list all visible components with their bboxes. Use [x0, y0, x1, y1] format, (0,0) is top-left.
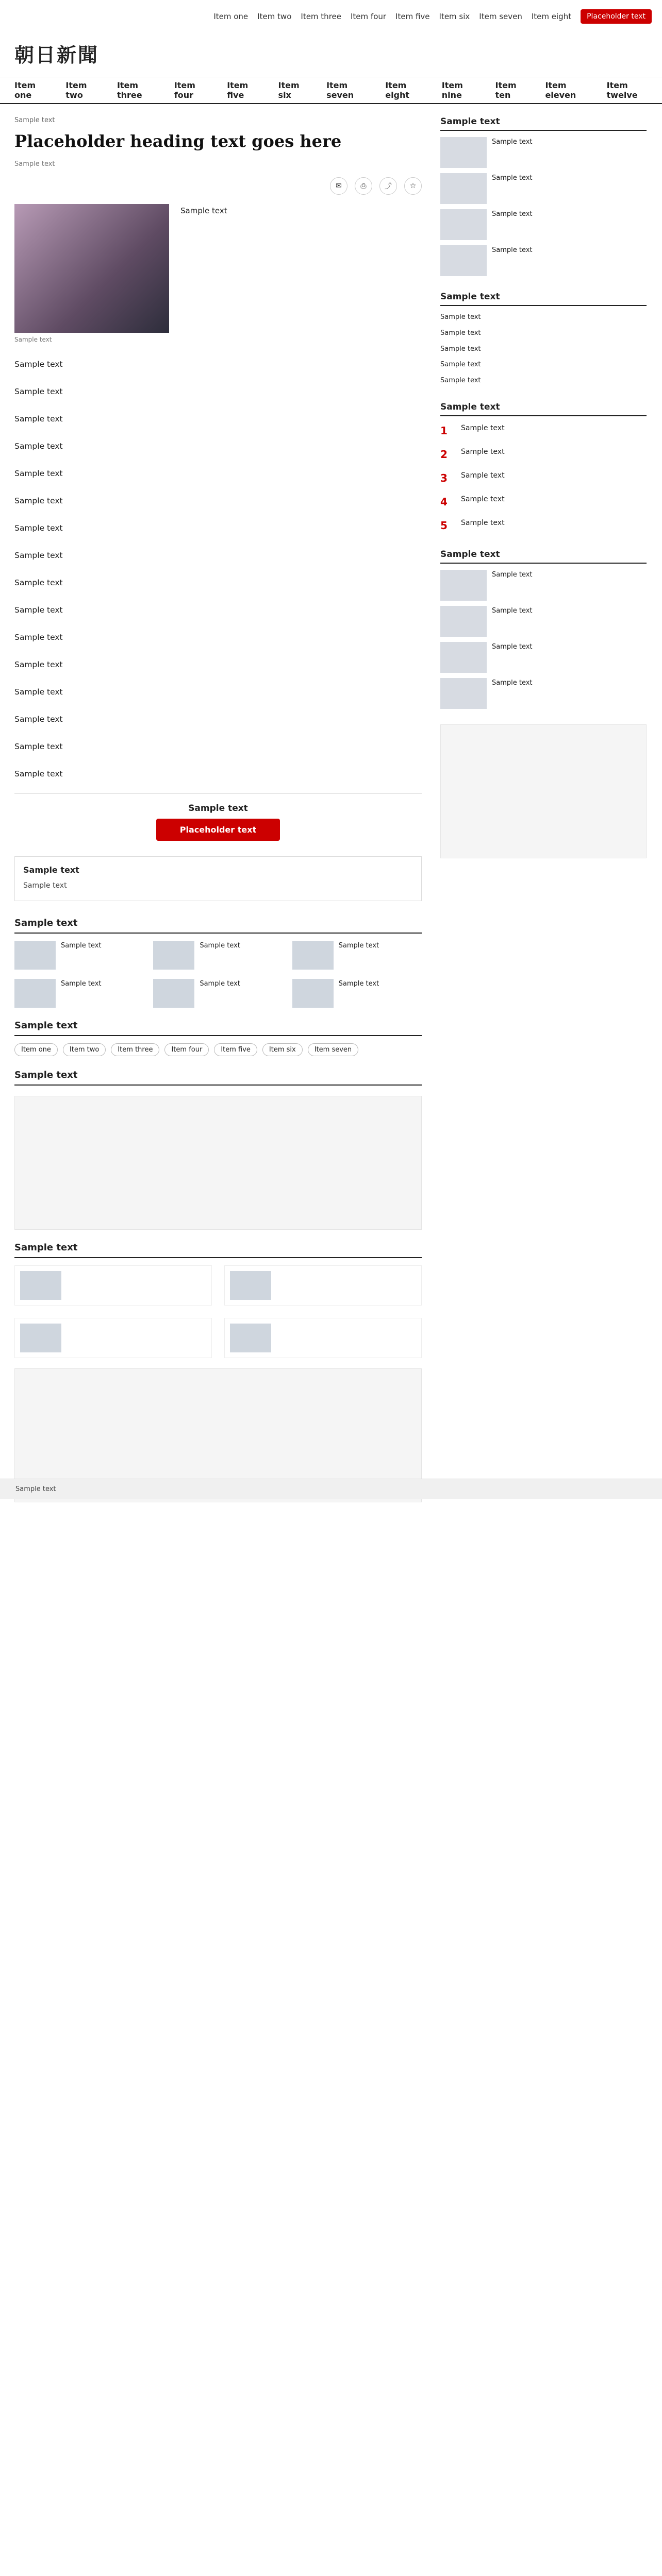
related-news [14, 941, 422, 1008]
related-item[interactable] [14, 941, 144, 970]
rank-text: Sample text [461, 423, 505, 432]
news-thumb [230, 1271, 271, 1300]
related-title: Sample text [14, 918, 422, 934]
side-thumb [440, 245, 487, 276]
paragraph: Sample text [14, 578, 63, 588]
related-text: Sample text [61, 942, 102, 950]
side-text: Sample text [492, 210, 533, 218]
rank-text: Sample text [461, 447, 505, 456]
keywords-title: Sample text [14, 1020, 422, 1036]
side-item[interactable] [440, 209, 647, 240]
nav-item[interactable]: Item one [14, 80, 36, 100]
paragraph: Sample text [14, 414, 63, 424]
paragraph: Sample text [14, 551, 63, 561]
mail-icon[interactable]: ✉ [330, 177, 347, 195]
news-thumb [20, 1271, 61, 1300]
rank-item[interactable] [440, 446, 647, 463]
nav-item[interactable]: Item ten [495, 80, 517, 100]
page-title: Placeholder heading text goes here [14, 131, 342, 151]
paragraph: Sample text [14, 660, 63, 670]
related-text: Sample text [200, 942, 240, 950]
side-item[interactable] [440, 570, 647, 601]
side-item[interactable] [440, 360, 647, 370]
paragraph: Sample text [14, 387, 63, 397]
site-header [0, 0, 662, 77]
related-item[interactable] [153, 979, 283, 1008]
article-tools [14, 177, 422, 195]
lead-box [14, 204, 422, 343]
related-thumb [153, 941, 194, 970]
side-thumb [440, 137, 487, 168]
side-item[interactable] [440, 137, 647, 168]
side-text: Sample text [492, 679, 533, 687]
notice-bar: Sample text [0, 1479, 662, 1499]
utility-links [213, 9, 652, 24]
side-text: Sample text [492, 174, 533, 182]
paragraph: Sample text [14, 360, 63, 369]
bookmark-icon[interactable]: ☆ [404, 177, 422, 195]
side-item[interactable] [440, 328, 647, 339]
keyword-chip[interactable]: Item seven [308, 1043, 358, 1056]
rank-item[interactable] [440, 517, 647, 534]
nav-item[interactable]: Item eight [385, 80, 410, 100]
side-thumb [440, 642, 487, 673]
ad-slot [14, 1096, 422, 1230]
keyword-chip[interactable]: Item two [63, 1043, 106, 1056]
news-thumb [230, 1324, 271, 1352]
paywall-text: Sample text [188, 803, 248, 814]
paragraph: Sample text [14, 633, 63, 642]
keyword-chip[interactable]: Item three [111, 1043, 159, 1056]
paragraph: Sample text [14, 496, 63, 506]
paragraph: Sample text [14, 442, 63, 451]
share-icon[interactable]: ⤴ [379, 177, 397, 195]
main-nav [0, 77, 662, 104]
side-thumb [440, 606, 487, 637]
nav-item[interactable]: Item two [65, 80, 87, 100]
rank-text: Sample text [461, 471, 505, 480]
paragraph: Sample text [14, 523, 63, 533]
utility-link[interactable]: Item three [301, 12, 341, 21]
nav-item[interactable]: Item six [278, 80, 300, 100]
utility-link[interactable]: Item one [213, 12, 249, 21]
related-thumb [153, 979, 194, 1008]
ranking-box [440, 402, 647, 534]
byline: Sample text [14, 160, 55, 168]
paragraph: Sample text [14, 715, 63, 724]
main-content [0, 104, 662, 1525]
related-thumb [292, 941, 334, 970]
rank-item[interactable] [440, 470, 647, 486]
paywall [14, 793, 422, 841]
login-button[interactable]: Placeholder text [581, 9, 652, 24]
related-item[interactable] [292, 979, 422, 1008]
side-ad [440, 724, 647, 858]
side-item[interactable] [440, 173, 647, 204]
news-thumb [20, 1324, 61, 1352]
print-icon[interactable]: ⎙ [355, 177, 372, 195]
related-text: Sample text [338, 942, 379, 950]
keyword-chip[interactable]: Item five [214, 1043, 257, 1056]
side-item[interactable] [440, 606, 647, 637]
related-text: Sample text [200, 980, 240, 988]
side-thumb [440, 209, 487, 240]
paragraph: Sample text [14, 469, 63, 479]
utility-link[interactable]: Item four [351, 12, 387, 21]
rank-text: Sample text [461, 495, 505, 503]
keyword-chip[interactable]: Item six [262, 1043, 303, 1056]
subscribe-button[interactable]: Placeholder text [156, 819, 280, 841]
related-item[interactable] [14, 979, 144, 1008]
related-text: Sample text [61, 980, 102, 988]
side-item[interactable] [440, 312, 647, 323]
related-item[interactable] [292, 941, 422, 970]
utility-link[interactable]: Item five [395, 12, 430, 21]
nav-item[interactable]: Item seven [326, 80, 354, 100]
side-thumb [440, 570, 487, 601]
more-title: Sample text [14, 1070, 422, 1086]
related-item[interactable] [153, 941, 283, 970]
sidebar [440, 116, 647, 1513]
top-news [14, 1265, 422, 1358]
comment-plus-body: Sample text [23, 882, 67, 890]
related-text: Sample text [338, 980, 379, 988]
side-text: Sample text [440, 345, 481, 353]
utility-link[interactable]: Item seven [479, 12, 522, 21]
paragraph: Sample text [14, 605, 63, 615]
rank-item[interactable] [440, 422, 647, 439]
lead-text: Sample text [180, 206, 227, 216]
rank-text: Sample text [461, 518, 505, 527]
side-text: Sample text [492, 570, 533, 579]
side-box [440, 292, 647, 386]
side-item[interactable] [440, 245, 647, 276]
keyword-chip[interactable]: Item one [14, 1043, 58, 1056]
nav-item[interactable]: Item four [174, 80, 195, 100]
side-box-title: Sample text [440, 549, 647, 564]
side-text: Sample text [492, 606, 533, 615]
nav-item[interactable]: Item nine [441, 80, 463, 100]
ranking-title: Sample text [440, 402, 647, 416]
related-thumb [14, 979, 56, 1008]
side-box [440, 116, 647, 276]
side-item[interactable] [440, 376, 647, 386]
utility-link[interactable]: Item eight [531, 12, 572, 21]
side-box-title: Sample text [440, 292, 647, 306]
nav-item[interactable]: Item eleven [545, 80, 576, 100]
side-item[interactable] [440, 344, 647, 355]
side-text: Sample text [440, 377, 481, 385]
side-text: Sample text [440, 313, 481, 321]
breadcrumb[interactable]: Sample text [14, 116, 55, 124]
article-body [14, 357, 422, 782]
side-box-title: Sample text [440, 116, 647, 131]
comment-plus-box [14, 856, 422, 901]
paragraph: Sample text [14, 687, 63, 697]
photo-caption: Sample text [14, 336, 52, 344]
rank-number: 1 [440, 424, 448, 437]
related-thumb [14, 941, 56, 970]
article-column [14, 116, 422, 1513]
side-thumb [440, 173, 487, 204]
nav-item[interactable]: Item five [227, 80, 249, 100]
news-card[interactable] [224, 1318, 422, 1358]
paragraph: Sample text [14, 769, 63, 779]
rank-number: 5 [440, 519, 448, 532]
rank-item[interactable] [440, 494, 647, 510]
side-item[interactable] [440, 642, 647, 673]
utility-link[interactable]: Item six [439, 12, 470, 21]
side-text: Sample text [492, 246, 533, 254]
rank-number: 2 [440, 448, 448, 461]
rank-number: 3 [440, 471, 448, 484]
side-thumb [440, 678, 487, 709]
top-news-title: Sample text [14, 1242, 422, 1258]
side-text: Sample text [440, 361, 481, 369]
article-photo [14, 204, 169, 333]
site-logo[interactable]: 朝日新聞 [14, 43, 100, 66]
side-box [440, 549, 647, 709]
side-text: Sample text [492, 138, 533, 146]
rank-number: 4 [440, 495, 448, 508]
side-item[interactable] [440, 678, 647, 709]
side-text: Sample text [440, 329, 481, 337]
related-thumb [292, 979, 334, 1008]
comment-plus-title: Sample text [23, 865, 79, 875]
keyword-chip[interactable]: Item four [164, 1043, 209, 1056]
nav-item[interactable]: Item twelve [606, 80, 638, 100]
paragraph: Sample text [14, 742, 63, 752]
utility-link[interactable]: Item two [257, 12, 292, 21]
news-card[interactable] [224, 1265, 422, 1306]
side-text: Sample text [492, 642, 533, 651]
keywords [14, 1043, 422, 1056]
news-card[interactable] [14, 1265, 212, 1306]
nav-item[interactable]: Item three [117, 80, 142, 100]
news-card[interactable] [14, 1318, 212, 1358]
